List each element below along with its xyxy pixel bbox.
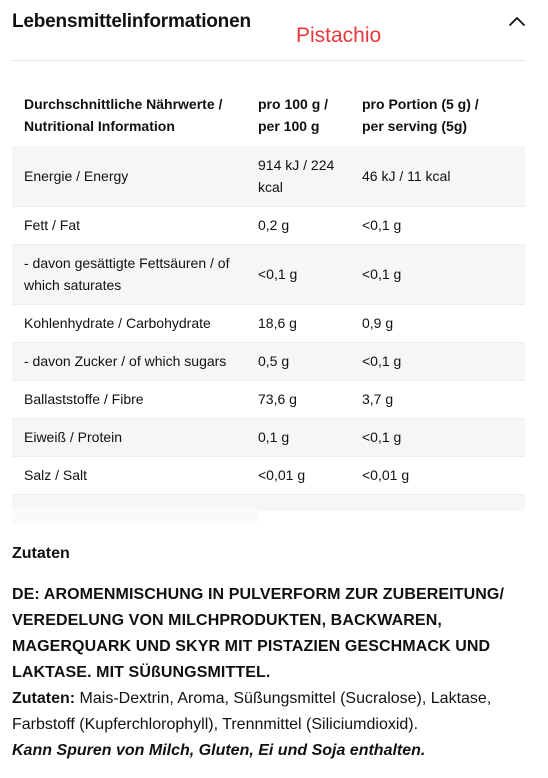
ingredients-list-label: Zutaten: xyxy=(12,690,76,707)
value-per-serving: <0,1 g xyxy=(362,206,525,244)
nutrient-label: Eiweiß / Protein xyxy=(12,418,258,456)
table-scroll-strip xyxy=(12,508,258,524)
ingredients-heading: Zutaten xyxy=(12,545,70,562)
nutrition-table xyxy=(12,84,525,511)
value-per-serving: <0,1 g xyxy=(362,244,525,304)
value-per-100g: <0,01 g xyxy=(258,456,362,494)
table-row xyxy=(12,380,525,418)
header-per-100g: pro 100 g / per 100 g xyxy=(258,96,329,134)
table-row xyxy=(12,456,525,494)
table-row xyxy=(12,244,525,304)
table-row xyxy=(12,342,525,380)
table-row xyxy=(12,206,525,244)
value-per-100g: 0,1 g xyxy=(258,418,362,456)
nutrient-label: Energie / Energy xyxy=(12,146,258,206)
ingredients-description xyxy=(12,582,532,764)
value-per-100g: <0,1 g xyxy=(258,244,362,304)
value-per-100g: 0,5 g xyxy=(258,342,362,380)
value-per-100g: 18,6 g xyxy=(258,304,362,342)
value-per-100g: 0,2 g xyxy=(258,206,362,244)
nutrient-label: - davon Zucker / of which sugars xyxy=(12,342,258,380)
header-nutrient: Durchschnittliche Nährwerte / Nutritional Information xyxy=(24,96,223,134)
nutrition-table-container xyxy=(12,84,525,511)
nutrient-label: Ballaststoffe / Fibre xyxy=(12,380,258,418)
chevron-up-icon[interactable] xyxy=(508,14,526,28)
nutrient-label: - davon gesättigte Fettsäuren / of which saturates xyxy=(12,244,258,304)
product-description: DE: AROMENMISCHUNG IN PULVERFORM ZUR ZUBEREITUNG/ VEREDELUNG VON MILCHPRODUKTEN, BACKWAREN, MAGERQUARK UND SKYR MIT PISTAZIEN GESCHMACK UND LAKTASE. MIT SÜßUNGSMITTEL. xyxy=(12,586,505,681)
value-per-serving: <0,1 g xyxy=(362,342,525,380)
value-per-serving: 0,9 g xyxy=(362,304,525,342)
nutrient-label: Salz / Salt xyxy=(12,456,258,494)
table-row xyxy=(12,418,525,456)
section-title: Lebensmittelinformationen xyxy=(12,11,251,32)
flavor-label: Pistachio xyxy=(296,24,382,47)
allergen-note: Kann Spuren von Milch, Gluten, Ei und Soja enthalten. xyxy=(12,742,426,759)
table-header-row xyxy=(12,84,525,146)
value-per-100g: 914 kJ / 224 kcal xyxy=(258,146,362,206)
nutrient-label: Fett / Fat xyxy=(12,206,258,244)
header-per-serving: pro Portion (5 g) / per serving (5g) xyxy=(362,96,479,134)
food-info-header[interactable] xyxy=(12,0,526,61)
value-per-serving: 3,7 g xyxy=(362,380,525,418)
nutrient-label: Kohlenhydrate / Carbohydrate xyxy=(12,304,258,342)
ingredients-list: Mais-Dextrin, Aroma, Süßungsmittel (Sucralose), Laktase, Farbstoff (Kupferchlorophyll), Trennmittel (Siliciumdioxid). xyxy=(12,690,492,733)
value-per-serving: <0,01 g xyxy=(362,456,525,494)
table-row xyxy=(12,146,525,206)
value-per-serving: 46 kJ / 11 kcal xyxy=(362,146,525,206)
value-per-100g: 73,6 g xyxy=(258,380,362,418)
table-row xyxy=(12,304,525,342)
value-per-serving: <0,1 g xyxy=(362,418,525,456)
